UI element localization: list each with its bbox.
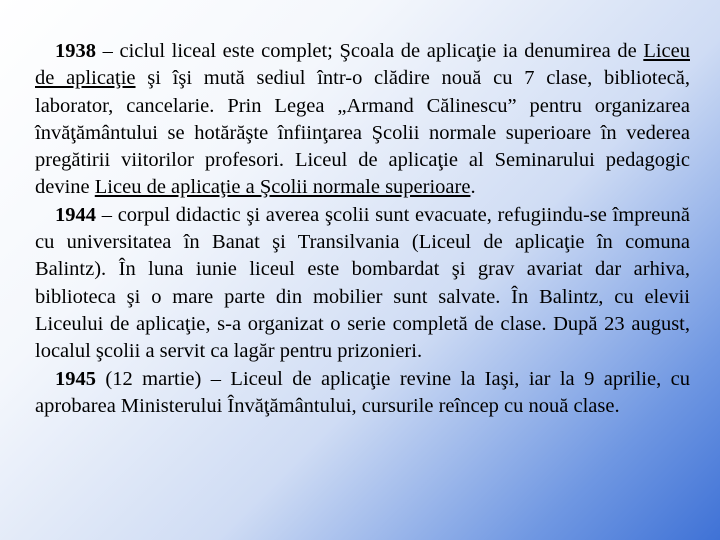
underlined-liceu-de-aplicatie: Liceu de aplicaţie bbox=[35, 40, 690, 90]
paragraph-1945 bbox=[35, 366, 690, 421]
paragraph-1944 bbox=[35, 202, 690, 366]
slide-text bbox=[35, 38, 690, 420]
paragraph-1938 bbox=[35, 38, 690, 202]
text-1938-part-3: . bbox=[470, 176, 476, 199]
year-1944: 1944 bbox=[55, 203, 96, 226]
underlined-liceu-scoala-normala: Liceu de aplicaţie a Şcolii normale superioare bbox=[94, 176, 471, 199]
year-1945: 1945 bbox=[55, 367, 96, 390]
text-1938-part-1: – ciclul liceal este complet; Şcoala de aplicaţie ia denumirea de bbox=[96, 40, 644, 62]
year-1938: 1938 bbox=[55, 40, 96, 62]
text-1944: – corpul didactic şi averea şcolii sunt evacuate, refugiindu-se împreună cu universitatea în Banat şi Transilvania (Liceul de aplicaţie în comuna Balintz). În luna iunie liceul este bombardat şi grav avariat dar arhiva, biblioteca şi o mare parte din mobilier sunt salvate. În Balintz, cu elevii Liceului de aplicaţie, s-a organizat o serie completă de clase. După 23 august, localul şcolii a servit ca lagăr pentru prizonieri. bbox=[35, 203, 690, 363]
text-1945: (12 martie) – Liceul de aplicaţie revine la Iaşi, iar la 9 aprilie, cu aprobarea Ministerului Învăţământului, cursurile reîncep cu nouă clase. bbox=[35, 367, 690, 417]
text-1938-part-2: şi îşi mută sediul într-o clădire nouă cu 7 clase, bibliotecă, laborator, cancelarie. Prin Legea „Armand Călinescu” pentru organizarea învăţământului se hotărăşte înfiinţarea Şcolii normale superioare în vederea pregătirii viitorilor profesori. Liceul de aplicaţie al Seminarului pedagogic devine bbox=[35, 67, 690, 199]
